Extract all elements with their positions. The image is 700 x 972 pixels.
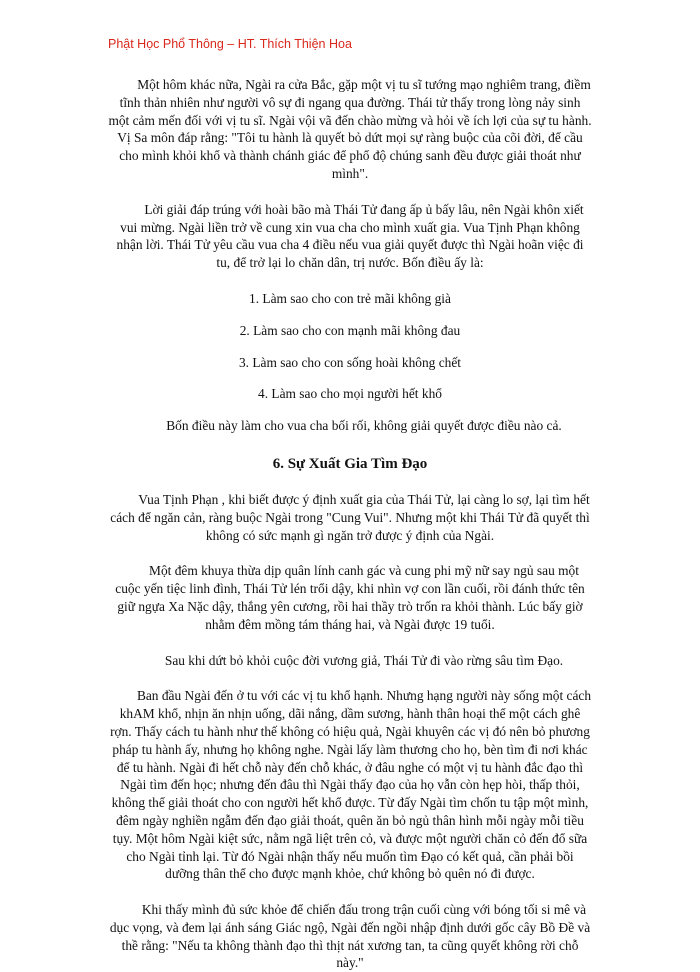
- running-header: Phật Học Phổ Thông – HT. Thích Thiện Hoa: [108, 37, 352, 51]
- paragraph-8: Khi thấy mình đủ sức khỏe để chiến đấu trong trận cuối cùng với bóng tối si mê và dục vọng, và đem lại ánh sáng Giác ngộ, Ngài đến ngồi nhập định dưới gốc cây Bồ Đề và thề rằng: "Nếu ta không thành đạo thì thịt nát xương tan, ta cũng quyết không rời chỗ này.": [109, 902, 591, 971]
- section-title: 6. Sự Xuất Gia Tìm Đạo: [272, 455, 428, 472]
- paragraph-2: Lời giải đáp trúng với hoài bão mà Thái Tử đang ấp ủ bấy lâu, nên Ngài khôn xiết vui mừng. Ngài liền trở về cung xin vua cha cho mình xuất gia. Vua Tịnh Phạn không nhận lời. Thái Tử yêu cầu vua cha 4 điều nếu vua giải quyết được thì Ngài hoãn việc đi tu, để trở lại lo chăn dân, trị nước. Bốn điều ấy là:: [116, 201, 584, 271]
- paragraph-1: Một hôm khác nữa, Ngài ra cửa Bắc, gặp một vị tu sĩ tướng mạo nghiêm trang, điềm tĩnh thản nhiên như người vô sự đi ngang qua đường. Thái tử thấy trong lòng nảy sinh một cảm mến đối với vị tu sĩ. Ngài vội vã đến chào mừng và hỏi về ích lợi của sự tu hành. Vị Sa môn đáp rằng: "Tôi tu hành là quyết bỏ dứt mọi sự ràng buộc của cõi đời, để cầu cho mình khỏi khổ và thành chánh giác để phổ độ chúng sanh đều được giải thoát như mình".: [108, 77, 592, 181]
- list-item: 3. Làm sao cho con sống hoài không chết: [238, 354, 461, 370]
- list-item: 2. Làm sao cho con mạnh mãi không đau: [239, 322, 461, 338]
- paragraph-4: Vua Tịnh Phạn , khi biết được ý định xuất gia của Thái Tử, lại càng lo sợ, lại tìm hết cách để ngăn cản, ràng buộc Ngài trong "Cung Vui". Nhưng một khi Thái Tử đã quyết thì không có sức mạnh gì ngăn trở được ý định của Ngài.: [110, 491, 590, 543]
- conditions-list: [108, 290, 592, 403]
- paragraph-5: Một đêm khuya thừa dịp quân lính canh gác và cung phi mỹ nữ say ngủ sau một cuộc yến tiệc linh đình, Thái Tử lén trổi dậy, khi nhìn vợ con lần cuối, rồi đánh thức tên giữ ngựa Xa Nặc dậy, thắng yên cương, rồi hai thầy trò trốn ra khỏi thành. Lúc bấy giờ nhằm đêm mồng tám tháng hai, và Ngài được 19 tuổi.: [115, 563, 585, 632]
- list-item: 1. Làm sao cho con trẻ mãi không già: [249, 290, 451, 306]
- paragraph-6: Sau khi dứt bỏ khỏi cuộc đời vương giả, Thái Tử đi vào rừng sâu tìm Đạo.: [164, 652, 564, 668]
- paragraph-3: Bốn điều này làm cho vua cha bối rối, không giải quyết được điều nào cả.: [166, 418, 562, 434]
- list-item: 4. Làm sao cho mọi người hết khổ: [258, 386, 442, 402]
- paragraph-7: Ban đầu Ngài đến ở tu với các vị tu khổ hạnh. Nhưng hạng người này sống một cách khAM khổ, nhịn ăn nhịn uống, dãi nắng, dầm sương, hành thân hoại thể một cách ghê rợn. Thấy cách tu hành như thế không có hiệu quả, Ngài khuyên các vị đó nên bỏ phương pháp tu hành ấy, nhưng họ không nghe. Ngài lấy làm thương cho họ, bèn tìm đi nơi khác để tu hành. Ngài đi hết chỗ này đến chỗ khác, ở đâu nghe có một vị tu hành đắc đạo thì Ngài tìm đến học; nhưng đến đâu thì Ngài thấy đạo của họ vẫn còn hẹp hòi, thấp thỏi, không thể giải thoát cho con người hết khổ được. Từ đấy Ngài tìm chốn tu tập một mình, đêm ngày nghiền ngẫm đến đạo giải thoát, quên ăn bỏ ngủ thân hình mỗi ngày mỗi tiều tụy. Một hôm Ngài kiệt sức, nằm ngã liệt trên cỏ, và được một người chăn cỏ đến đổ sữa cho Ngài tỉnh lại. Từ đó Ngài nhận thấy nếu muốn tìm Đạo có kết quả, cần phải bồi dưỡng thân thể cho được mạnh khỏe, chứ không bỏ quên nó đi được.: [110, 688, 592, 882]
